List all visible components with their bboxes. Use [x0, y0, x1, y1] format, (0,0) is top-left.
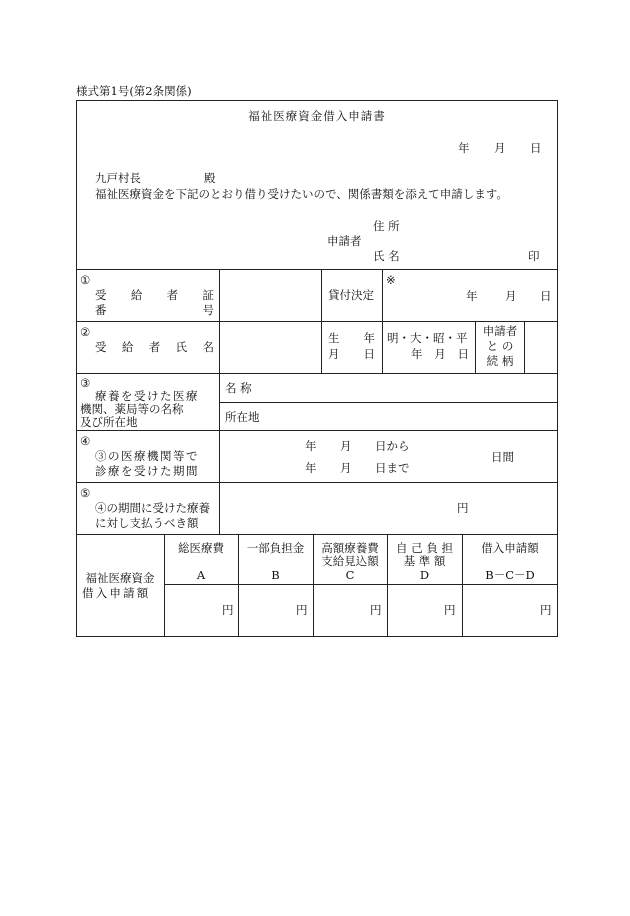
col-c-unit: 円 — [370, 603, 382, 617]
period-to-day: 日まで — [375, 461, 410, 475]
applicant-name-label: 氏 名 — [373, 249, 400, 263]
row1-day: 日 — [540, 289, 552, 303]
col-e-header: 借入申請額 — [481, 541, 539, 555]
rule — [76, 534, 558, 535]
col-b-code: B — [271, 568, 280, 582]
col-a-code: A — [196, 568, 206, 582]
era-date: 年 月 日 — [411, 347, 469, 361]
form-number: 様式第1号(第2条関係) — [76, 84, 192, 98]
relation-line2: と の — [486, 339, 514, 353]
col-a-unit: 円 — [222, 603, 234, 617]
rule — [321, 269, 322, 373]
date-day: 日 — [530, 141, 542, 155]
rule — [76, 482, 558, 483]
col-d-code: D — [419, 568, 430, 582]
period-to-year: 年 — [305, 461, 317, 475]
relation-line3: 続 柄 — [486, 354, 514, 368]
col-b-unit: 円 — [296, 603, 308, 617]
relation-line1: 申請者 — [482, 324, 518, 338]
honorific: 殿 — [204, 171, 216, 185]
row2-label: 受 給 者 氏 名 — [95, 340, 214, 354]
era-options: 明・大・昭・平 — [387, 331, 468, 345]
row5-label-line2: に対し支払うべき額 — [95, 516, 199, 530]
col-e-code: B－C－D — [485, 568, 535, 582]
rule — [76, 373, 558, 374]
period-from-year: 年 — [305, 439, 317, 453]
date-month: 月 — [494, 141, 506, 155]
form-title: 福祉医療資金借入申請書 — [248, 109, 386, 123]
col-c-code: C — [345, 568, 355, 582]
col-d-header-line1: 自 己 負 担 — [396, 541, 453, 555]
rule — [164, 584, 558, 585]
period-from-day: 日から — [375, 439, 410, 453]
statement: 福祉医療資金を下記のとおり借り受けたいので、関係書類を添えて申請します。 — [95, 187, 508, 201]
col-c-header-line2: 支給見込額 — [321, 554, 379, 568]
col-b-header: 一部負担金 — [246, 541, 305, 555]
applicant-label: 申請者 — [327, 234, 362, 248]
row5-label-line1: ④の期間に受けた療養 — [95, 501, 210, 515]
rule — [76, 269, 558, 270]
facility-name-label: 名 称 — [225, 381, 252, 395]
facility-location-label: 所在地 — [225, 410, 260, 424]
row3-number: ③ — [80, 376, 91, 390]
col-d-header-line2: 基 準 額 — [403, 554, 446, 568]
seal-label: 印 — [528, 249, 540, 263]
loan-decision-label: 貸付決定 — [328, 288, 374, 302]
col-d-unit: 円 — [444, 603, 456, 617]
row1-month: 月 — [505, 289, 517, 303]
col-a-header: 総医療費 — [178, 541, 224, 555]
row4-label-line1: ③の医療機関等で — [95, 449, 199, 463]
row3-label-line3: 及び所在地 — [80, 415, 138, 429]
row1-label-line1: 受 給 者 証 — [95, 288, 214, 302]
row5-number: ⑤ — [80, 486, 91, 500]
loan-label-line1: 福祉医療資金 — [85, 571, 155, 585]
loan-label-line2: 借入申請額 — [82, 586, 151, 600]
row1-number: ① — [80, 273, 91, 287]
rule — [382, 269, 383, 373]
row3-label-line1: 療養を受けた医療 — [95, 389, 199, 403]
applicant-address-label: 住 所 — [373, 219, 400, 233]
addressee: 九戸村長 — [95, 171, 141, 185]
birth-label-line2: 月 日 — [328, 347, 375, 361]
period-days: 日間 — [491, 450, 514, 464]
row2-number: ② — [80, 325, 91, 339]
note-mark: ※ — [386, 273, 396, 287]
birth-label-line1: 生 年 — [328, 331, 375, 345]
row4-label-line2: 診療を受けた期間 — [95, 464, 199, 478]
rule — [76, 430, 558, 431]
row4-number: ④ — [80, 434, 91, 448]
period-from-month: 月 — [340, 439, 352, 453]
rule — [219, 402, 558, 403]
rule — [524, 321, 525, 373]
col-e-unit: 円 — [540, 603, 552, 617]
rule — [76, 321, 558, 322]
row1-year: 年 — [466, 289, 478, 303]
row1-label-line2: 番 号 — [95, 303, 214, 317]
row5-unit: 円 — [457, 501, 469, 515]
period-to-month: 月 — [340, 461, 352, 475]
row3-label-line2: 機関、薬局等の名称 — [80, 402, 184, 416]
col-c-header-line1: 高額療養費 — [321, 541, 379, 555]
date-year: 年 — [458, 141, 470, 155]
rule — [219, 269, 220, 534]
